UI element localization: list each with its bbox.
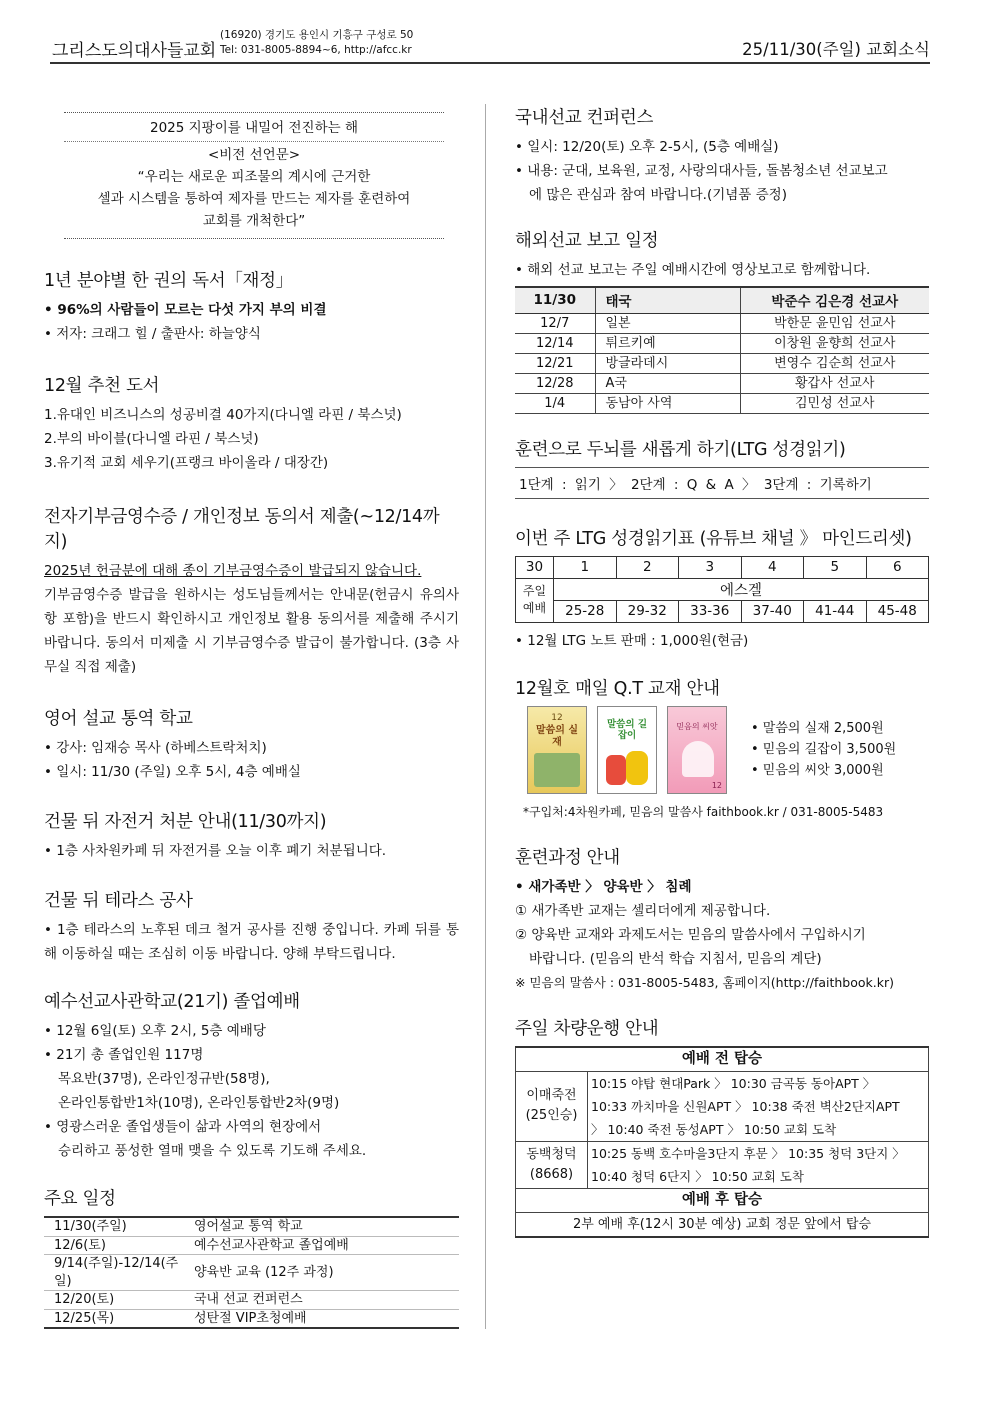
cell-country: A국: [595, 373, 740, 393]
schedule-date: 11/30(주일): [44, 1217, 184, 1236]
graduation-line: • 21기 총 졸업인원 117명: [44, 1047, 204, 1063]
book-illustration: [682, 741, 714, 777]
vision-subtitle: <비전 선언문>: [207, 147, 301, 163]
price-item: • 믿음의 씨앗 3,000원: [751, 763, 884, 778]
ltg-chapters: 37-40: [741, 600, 804, 622]
ltg-table: [515, 556, 929, 623]
table-row: [515, 313, 929, 333]
course-path: • 새가족반 〉 양육반 〉 침례: [515, 878, 692, 895]
right-column: [515, 104, 929, 1252]
table-row: [515, 333, 929, 353]
training-heading: 훈련으로 두뇌를 새롭게 하기(LTG 성경읽기): [515, 439, 846, 460]
column-divider: [485, 104, 486, 1329]
ltg-sunday-label: 주일 예배: [516, 578, 554, 622]
recommend-item: 3.유기적 교회 세우기(프랭크 바이올라 / 대장간): [44, 455, 329, 471]
cell-date: 1/4: [515, 393, 595, 413]
table-header-row: [515, 287, 929, 313]
schedule-event: 성탄절 VIP초청예배: [184, 1309, 459, 1328]
course-line: ※ 믿음의 말씀사 : 031-8005-5483, 홈페이지(http://faithbook.kr): [515, 974, 895, 990]
schedule-table: [44, 1216, 459, 1329]
cell-missionary: 김민성 선교사: [740, 393, 929, 413]
training-steps: 1단계 : 읽기 〉 2단계 : Q & A 〉 3단계 : 기록하기: [515, 467, 929, 499]
cell-missionary: 박한문 윤민임 선교사: [740, 313, 929, 333]
route-seats: (25인승): [525, 1108, 578, 1123]
graduation-heading: 예수선교사관학교(21기) 졸업예배: [44, 992, 300, 1012]
donation-body: 기부금영수증 발급을 원하시는 성도님들께서는 안내문(헌금시 유의사항 포함)을 반드시 확인하시고 개인정보 활용 동의서를 제출해 주시기 바랍니다. 동의서 미제출 시 기부금영수증 발급이 불가합니다. (3층 사무실 직접 제출): [44, 587, 459, 675]
schedule-date: 12/6(토): [44, 1236, 184, 1255]
overseas-note: • 해외 선교 보고는 주일 예배시간에 영상보고로 함께합니다.: [515, 262, 871, 278]
conference-heading: 국내선교 컨퍼런스: [515, 108, 654, 128]
vision-line-3: 교회를 개척한다”: [202, 213, 306, 229]
table-row: [515, 393, 929, 413]
ltg-day: 5: [804, 556, 867, 578]
cell-missionary: 변영수 김순희 선교사: [740, 353, 929, 373]
terrace-heading: 건물 뒤 테라스 공사: [44, 891, 193, 911]
terrace-body: • 1층 테라스의 노후된 데크 철거 공사를 진행 중입니다. 카페 뒤를 통해 이동하실 때는 조심히 이동 바랍니다. 양해 부탁드립니다.: [44, 922, 459, 962]
cell-country: 일본: [595, 313, 740, 333]
overseas-section: [515, 227, 929, 414]
book-title: 말씀의 실재: [535, 724, 579, 748]
reading-author: • 저자: 크래그 힐 / 출판사: 하늘양식: [44, 326, 261, 342]
bus-section: [515, 1015, 929, 1238]
bicycle-heading: 건물 뒤 자전거 처분 안내(11/30까지): [44, 812, 327, 832]
graduation-section: [44, 988, 459, 1163]
ltg-chapters: 33-36: [679, 600, 742, 622]
church-name: 그리스도의대사들교회: [52, 41, 217, 61]
ltg-chapters: 25-28: [554, 600, 617, 622]
route-stop-line: 〉 10:40 죽전 동성APT 〉 10:50 교회 도착: [591, 1121, 837, 1137]
cell-country: 동남아 사역: [595, 393, 740, 413]
cell-missionary: 황갑사 선교사: [740, 373, 929, 393]
schedule-event: 예수선교사관학교 졸업예배: [184, 1236, 459, 1255]
ltg-day: 3: [679, 556, 742, 578]
conference-content: • 내용: 군대, 보육원, 교정, 사랑의대사들, 돌봄청소년 선교보고: [515, 163, 888, 179]
english-line: • 일시: 11/30 (주일) 오후 5시, 4층 예배실: [44, 764, 301, 780]
cell-date: 12/14: [515, 333, 595, 353]
schedule-section: [44, 1185, 459, 1329]
vision-title: 2025 지팡이를 내밀어 전진하는 해: [64, 117, 444, 142]
recommend-item: 1.유대인 비즈니스의 성공비결 40가지(다니엘 라핀 / 북스넛): [44, 407, 402, 423]
bus-heading: 주일 차량운행 안내: [515, 1018, 659, 1039]
bus-route-stops: [588, 1141, 929, 1188]
vision-box: [64, 112, 444, 239]
schedule-event: 양육반 교육 (12주 과정): [184, 1255, 459, 1291]
terrace-section: [44, 887, 459, 966]
ltg-note: • 12월 LTG 노트 판매 : 1,000원(현금): [515, 632, 749, 649]
course-line: ② 양육반 교재와 과제도서는 믿음의 말씀사에서 구입하시기: [515, 926, 866, 943]
english-section: [44, 705, 459, 784]
donation-heading: 전자기부금영수증 / 개인정보 동의서 제출(~12/14까지): [44, 507, 440, 552]
conference-date: • 일시: 12/20(토) 오후 2-5시, (5층 예배실): [515, 139, 779, 155]
route-stop-line: 10:25 동백 호수마을3단지 후문 〉 10:35 청덕 3단지 〉: [591, 1145, 905, 1161]
route-name: 동백청덕: [526, 1146, 577, 1162]
book-cover-3: [667, 706, 727, 794]
ltg-section: [515, 525, 929, 653]
route-stop-line: 10:33 까치마을 신원APT 〉 10:38 죽전 벽산2단지APT: [591, 1098, 900, 1114]
training-section: [515, 436, 929, 499]
book-title: 믿음의 씨앗: [676, 721, 718, 731]
page-header: [50, 22, 930, 64]
vision-line-1: “우리는 새로운 피조물의 계시에 근거한: [137, 169, 371, 185]
ltg-book-row: [516, 578, 929, 600]
conference-content-cont: 에 많은 관심과 참여 바랍니다.(기념품 증정): [529, 187, 787, 203]
qt-prices: [751, 718, 896, 781]
table-row: [515, 353, 929, 373]
bus-route-name: [516, 1141, 588, 1188]
donation-notice: 2025년 헌금분에 대해 종이 기부금영수증이 발급되지 않습니다.: [44, 563, 422, 579]
english-line: • 강사: 임재승 목사 (하베스트락처치): [44, 740, 267, 756]
price-item: • 말씀의 실재 2,500원: [751, 721, 884, 736]
ltg-chapters: 45-48: [866, 600, 929, 622]
ltg-day: 4: [741, 556, 804, 578]
table-row: [516, 1141, 929, 1188]
recommend-heading: 12월 추천 도서: [44, 376, 160, 396]
schedule-date: 9/14(주일)-12/14(주일): [44, 1255, 184, 1291]
bicycle-line: • 1층 사차원카페 뒤 자전거를 오늘 이후 폐기 처분됩니다.: [44, 843, 387, 859]
course-section: [515, 844, 929, 995]
donation-section: [44, 503, 459, 679]
book-issue-number: 12: [711, 780, 722, 790]
route-name: 이매죽전: [526, 1088, 577, 1103]
contact-line: Tel: 031-8005-8894~6, http://afcc.kr: [220, 44, 412, 56]
graduation-line: 승리하고 풍성한 열매 맺을 수 있도록 기도해 주세요.: [58, 1143, 367, 1159]
cell-country: 방글라데시: [595, 353, 740, 373]
cell-date: 12/28: [515, 373, 595, 393]
ltg-chapters: 41-44: [804, 600, 867, 622]
ltg-chapters: 29-32: [616, 600, 679, 622]
table-row: [44, 1217, 459, 1236]
book-issue-number: 12: [551, 712, 563, 723]
route-stop-line: 10:15 야탑 현대Park 〉 10:30 금곡동 동아APT 〉: [591, 1075, 876, 1091]
ltg-day-row: [516, 556, 929, 578]
book-cover-1: [527, 706, 587, 794]
col-date: 11/30: [515, 287, 595, 313]
left-column: [44, 112, 459, 1343]
reading-book: • 96%의 사람들이 모르는 다섯 가지 부의 비결: [44, 302, 327, 318]
reading-section: [44, 267, 459, 346]
ltg-day: 2: [616, 556, 679, 578]
course-heading: 훈련과정 안내: [515, 847, 620, 868]
cell-date: 12/21: [515, 353, 595, 373]
graduation-line: 목요반(37명), 온라인정규반(58명),: [58, 1071, 270, 1087]
ltg-day: 30: [516, 556, 554, 578]
qt-heading: 12월호 매일 Q.T 교재 안내: [515, 678, 720, 699]
price-item: • 믿음의 길잡이 3,500원: [751, 742, 897, 757]
schedule-heading: 주요 일정: [44, 1189, 116, 1209]
recommend-section: [44, 372, 459, 475]
ltg-day: 1: [554, 556, 617, 578]
bus-route-name: [516, 1071, 588, 1141]
bus-table: [515, 1046, 929, 1238]
cell-missionary: 이창원 윤향희 선교사: [740, 333, 929, 353]
graduation-line: • 영광스러운 졸업생들이 삶과 사역의 현장에서: [44, 1119, 322, 1135]
cell-country: 튀르키예: [595, 333, 740, 353]
overseas-heading: 해외선교 보고 일정: [515, 231, 659, 251]
course-line: ① 새가족반 교재는 셀리더에게 제공합니다.: [515, 902, 771, 919]
ltg-day: 6: [866, 556, 929, 578]
ltg-book: 에스겔: [554, 578, 929, 600]
schedule-date: 12/25(목): [44, 1309, 184, 1328]
schedule-event: 국내 선교 컨퍼런스: [184, 1291, 459, 1310]
english-heading: 영어 설교 통역 학교: [44, 709, 193, 729]
graduation-line: • 12월 6일(토) 오후 2시, 5층 예배당: [44, 1023, 266, 1039]
qt-section: [515, 675, 929, 824]
qt-purchase: *구입처:4차원카페, 믿음의 말씀사 faithbook.kr / 031-8005-5483: [523, 804, 884, 819]
book-title: 말씀의 길잡이: [606, 718, 647, 741]
cell-date: 12/7: [515, 313, 595, 333]
table-row: [516, 1047, 929, 1072]
book-illustration: [534, 753, 580, 787]
table-row: [44, 1255, 459, 1291]
church-address: [220, 28, 413, 58]
col-country: 태국: [595, 287, 740, 313]
book-illustration: [606, 755, 626, 785]
table-row: [515, 373, 929, 393]
address-line: (16920) 경기도 용인시 기흥구 구성로 50: [220, 29, 414, 41]
ltg-heading: 이번 주 LTG 성경읽기표 (유튜브 채널 》 마인드리셋): [515, 528, 912, 549]
vision-line-2: 셀과 시스템을 통하여 제자를 만드는 제자를 훈련하여: [97, 191, 411, 207]
recommend-item: 2.부의 바이블(다니엘 라핀 / 북스넛): [44, 431, 259, 447]
course-line: 바랍니다. (믿음의 반석 학습 지침서, 믿음의 계단): [529, 950, 822, 967]
table-row: [44, 1291, 459, 1310]
schedule-event: 영어설교 통역 학교: [184, 1217, 459, 1236]
bus-before-header: 예배 전 탑승: [516, 1047, 929, 1072]
qt-books: [527, 706, 929, 794]
table-row: [516, 1212, 929, 1237]
route-stop-line: 10:40 청덕 6단지 〉 10:50 교회 도착: [591, 1168, 804, 1184]
table-row: [44, 1236, 459, 1255]
table-row: [516, 1071, 929, 1141]
bus-after-header: 예배 후 탑승: [516, 1188, 929, 1212]
overseas-table: [515, 286, 929, 414]
table-row: [516, 1188, 929, 1212]
conference-section: [515, 104, 929, 207]
reading-heading: 1년 분야별 한 권의 독서「재정」: [44, 271, 293, 291]
ltg-chapter-row: [516, 600, 929, 622]
bicycle-section: [44, 808, 459, 863]
graduation-line: 온라인통합반1차(10명), 온라인통합반2차(9명): [58, 1095, 340, 1111]
bus-route-stops: [588, 1071, 929, 1141]
col-missionary: 박준수 김은경 선교사: [740, 287, 929, 313]
table-row: [44, 1309, 459, 1328]
book-cover-2: [597, 706, 657, 794]
bus-after-line: 2부 예배 후(12시 30분 예상) 교회 정문 앞에서 탑승: [516, 1212, 929, 1237]
route-seats: (8668): [529, 1166, 574, 1182]
bulletin-date-title: 25/11/30(주일) 교회소식: [742, 40, 930, 59]
schedule-date: 12/20(토): [44, 1291, 184, 1310]
book-illustration: [626, 751, 648, 785]
